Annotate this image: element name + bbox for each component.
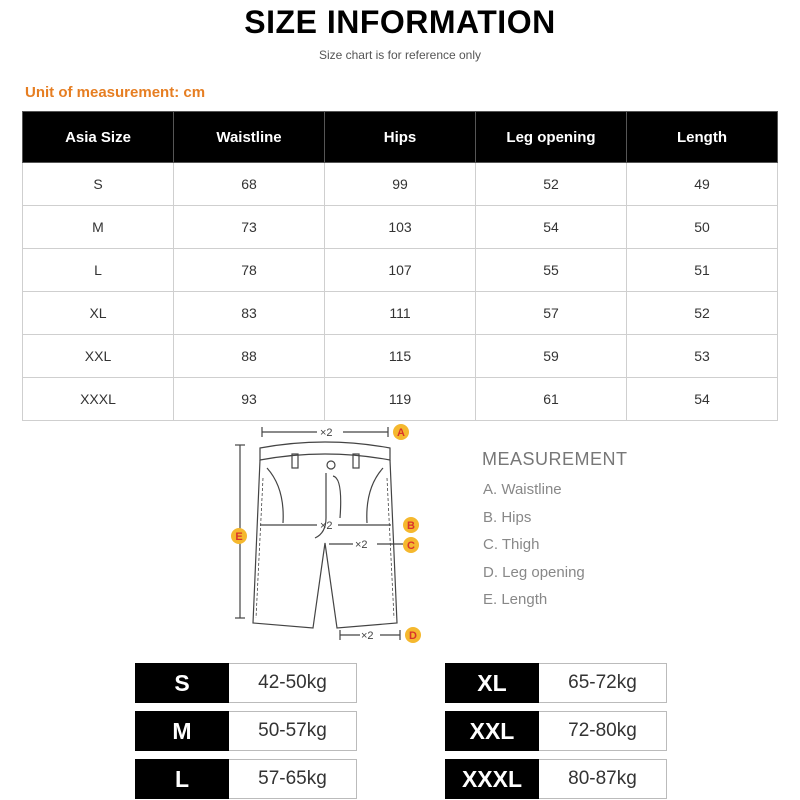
- marker-c: C: [407, 540, 415, 552]
- column-header: Waistline: [174, 112, 325, 163]
- size-table: [22, 111, 778, 421]
- multiplier-hips: ×2: [320, 520, 333, 532]
- column-header: Hips: [325, 112, 476, 163]
- marker-a: A: [397, 427, 405, 439]
- weight-row: [135, 663, 357, 703]
- table-cell: 78: [174, 249, 325, 292]
- table-cell: 93: [174, 378, 325, 421]
- table-cell: 111: [325, 292, 476, 335]
- table-cell: XXL: [23, 335, 174, 378]
- table-cell: 51: [627, 249, 778, 292]
- weight-row: [135, 711, 357, 751]
- weight-range: 50-57kg: [229, 711, 357, 751]
- table-cell: 53: [627, 335, 778, 378]
- table-cell: 103: [325, 206, 476, 249]
- marker-d: D: [409, 630, 417, 642]
- table-cell: 54: [476, 206, 627, 249]
- page-title: SIZE INFORMATION: [244, 4, 556, 40]
- table-header-row: [23, 112, 778, 163]
- multiplier-waist: ×2: [320, 427, 333, 439]
- table-cell: 99: [325, 163, 476, 206]
- measurement-item: E. Length: [483, 591, 548, 608]
- measurement-item: C. Thigh: [483, 536, 540, 553]
- weight-range: 42-50kg: [229, 663, 357, 703]
- table-row: [23, 378, 778, 421]
- table-cell: 68: [174, 163, 325, 206]
- measurement-heading: MEASUREMENT: [482, 449, 628, 469]
- table-cell: 50: [627, 206, 778, 249]
- table-cell: M: [23, 206, 174, 249]
- weight-range: 80-87kg: [539, 759, 667, 799]
- weight-range: 57-65kg: [229, 759, 357, 799]
- unit-note: Unit of measurement: cm: [25, 84, 206, 101]
- column-header: Asia Size: [23, 112, 174, 163]
- table-cell: 52: [476, 163, 627, 206]
- table-cell: 119: [325, 378, 476, 421]
- page-subtitle: Size chart is for reference only: [318, 48, 482, 62]
- weight-row: [445, 759, 667, 799]
- marker-b: B: [407, 520, 415, 532]
- column-header: Length: [627, 112, 778, 163]
- weight-size-label: L: [135, 759, 229, 799]
- table-cell: 54: [627, 378, 778, 421]
- table-cell: 88: [174, 335, 325, 378]
- table-cell: 83: [174, 292, 325, 335]
- shorts-diagram: [225, 418, 425, 648]
- table-cell: XXXL: [23, 378, 174, 421]
- table-row: [23, 206, 778, 249]
- weight-row: [445, 663, 667, 703]
- weight-size-label: XL: [445, 663, 539, 703]
- table-cell: 115: [325, 335, 476, 378]
- weight-size-label: XXL: [445, 711, 539, 751]
- table-cell: 52: [627, 292, 778, 335]
- table-row: [23, 249, 778, 292]
- table-cell: 59: [476, 335, 627, 378]
- measurement-item: B. Hips: [483, 508, 532, 526]
- weight-range: 72-80kg: [539, 711, 667, 751]
- table-cell: 57: [476, 292, 627, 335]
- multiplier-thigh: ×2: [355, 539, 368, 551]
- column-header: Leg opening: [476, 112, 627, 163]
- weight-row: [135, 759, 357, 799]
- table-row: [23, 292, 778, 335]
- table-cell: 61: [476, 378, 627, 421]
- table-row: [23, 335, 778, 378]
- measurement-item: A. Waistline: [483, 481, 562, 498]
- table-cell: L: [23, 249, 174, 292]
- table-cell: 49: [627, 163, 778, 206]
- table-cell: XL: [23, 292, 174, 335]
- table-cell: S: [23, 163, 174, 206]
- table-cell: 73: [174, 206, 325, 249]
- weight-range: 65-72kg: [539, 663, 667, 703]
- weight-size-label: XXXL: [445, 759, 539, 799]
- marker-e: E: [235, 531, 243, 543]
- table-cell: 107: [325, 249, 476, 292]
- weight-size-label: M: [135, 711, 229, 751]
- multiplier-leg-opening: ×2: [361, 630, 374, 642]
- table-cell: 55: [476, 249, 627, 292]
- measurement-item: D. Leg opening: [483, 563, 585, 581]
- weight-size-label: S: [135, 663, 229, 703]
- weight-row: [445, 711, 667, 751]
- table-row: [23, 163, 778, 206]
- measurement-list: [483, 480, 585, 618]
